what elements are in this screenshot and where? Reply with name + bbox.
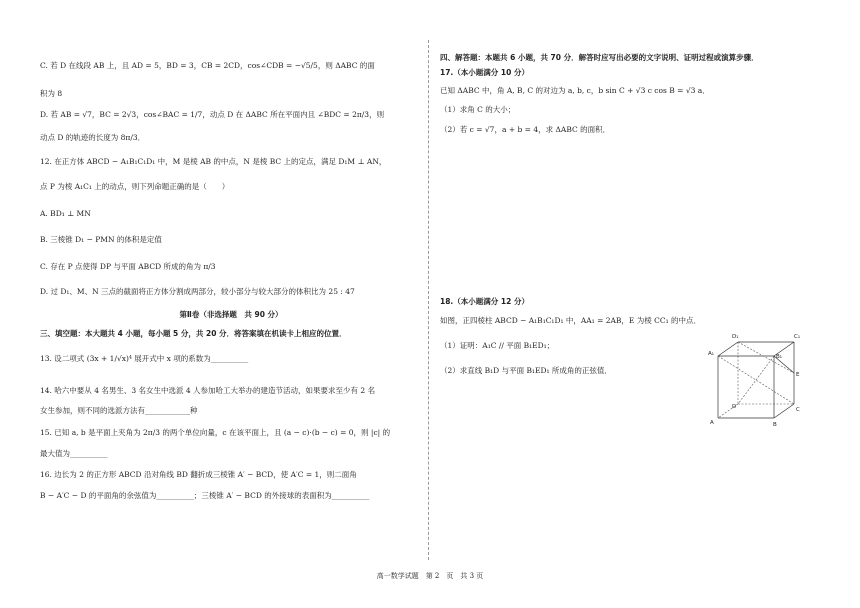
q12-option-d: D. 过 D₁、M、N 三点的截面将正方体分割成两部分，较小部分与较大部分的体积比为 25 : 47 [40,287,355,296]
option-d-line-1: D. 若 AB = √7，BC = 2√3，cos∠BAC = 1/7，动点 D 在 ΔABC 所在平面内且 ∠BDC = 2π/3，则 [40,110,385,119]
question-17-title: 17.（本小题满分 10 分） [440,68,529,77]
label-e: E [796,372,800,378]
label-a1: A₁ [708,351,714,357]
label-b1: B₁ [776,354,782,360]
question-17-part-1: （1）求角 C 的大小； [440,105,516,114]
question-13: 13. 设二项式 (3x + 1/√x)⁴ 展开式中 x 项的系数为__________ [40,354,249,363]
question-12-line-1: 12. 在正方体 ABCD − A₁B₁C₁D₁ 中，M 是棱 AB 的中点，N 是棱 BC 上的定点，满足 D₁M ⊥ AN， [40,157,387,166]
q12-option-b: B. 三棱锥 D₁ − PMN 的体积是定值 [40,235,162,244]
section-2-title: 第Ⅱ卷（非选择题 共 90 分） [179,310,283,319]
label-d1: D₁ [732,334,739,340]
question-15-line-1: 15. 已知 a, b 是平面上夹角为 2π/3 的两个单位向量，c 在该平面上，且 (a − c)·(b − c) = 0，则 |c| 的 [40,428,391,437]
fill-in-heading: 三、填空题：本大题共 4 小题，每小题 5 分，共 20 分．将答案填在机读卡上相应的位置． [40,329,347,338]
solve-heading: 四、解答题：本题共 6 小题，共 70 分．解答时应写出必要的文字说明、证明过程或演算步骤． [440,53,759,62]
label-c1: C₁ [794,334,801,340]
question-14-line-1: 14. 哈六中要从 4 名男生、3 名女生中选派 4 人参加哈工大举办的建造节活动，如果要求至少有 2 名 [40,386,376,395]
question-18-part-2: （2）求直线 B₁D 与平面 B₁ED₁ 所成角的正弦值． [440,366,612,375]
question-17-stem: 已知 ΔABC 中，角 A, B, C 的对边为 a, b, c，b sin C + √3 c cos B = √3 a． [440,86,710,95]
question-18-part-1: （1）证明：A₁C // 平面 B₁ED₁； [440,341,555,350]
option-d-line-2: 动点 D 的轨迹的长度为 8π/3． [40,133,146,142]
question-16-line-1: 16. 边长为 2 的正方形 ABCD 沿对角线 BD 翻折成三棱锥 A′ − BCD，使 A′C = 1，则二面角 [40,470,357,479]
question-18-stem: 如图，正四棱柱 ABCD − A₁B₁C₁D₁ 中，AA₁ = 2AB，E 为棱 CC₁ 的中点． [440,316,702,325]
question-18-title: 18.（本小题满分 12 分） [440,297,529,306]
column-divider [428,40,429,560]
label-b: B [773,422,777,428]
question-12-line-2: 点 P 为棱 A₁C₁ 上的动点，则下列命题正确的是（ ） [40,182,230,191]
question-15-line-2: 最大值为__________ [40,449,108,458]
label-c: C [796,407,800,413]
option-c-line-2: 积为 8 [40,89,63,98]
label-a: A [710,420,714,426]
question-16-line-2: B − A′C − D 的平面角的余弦值为__________；三棱锥 A′ − BCD 的外接球的表面积为__________ [40,491,370,500]
label-d: D [732,404,737,410]
option-c-line-1: C. 若 D 在线段 AB 上，且 AD = 5，BD = 3，CB = 2CD，cos∠CDB = −√5/5，则 ΔABC 的面 [40,61,375,70]
q12-option-a: A. BD₁ ⊥ MN [40,209,91,218]
question-17-part-2: （2）若 c = √7，a + b = 4，求 ΔABC 的面积． [440,125,611,134]
q12-option-c: C. 存在 P 点使得 DP 与平面 ABCD 所成的角为 π/3 [40,262,216,271]
page-footer: 高一数学试题 第 2 页 共 3 页 [376,572,484,580]
prism-figure [708,328,804,432]
question-14-line-2: 女生参加，则不同的选派方法有____________种 [40,406,198,415]
